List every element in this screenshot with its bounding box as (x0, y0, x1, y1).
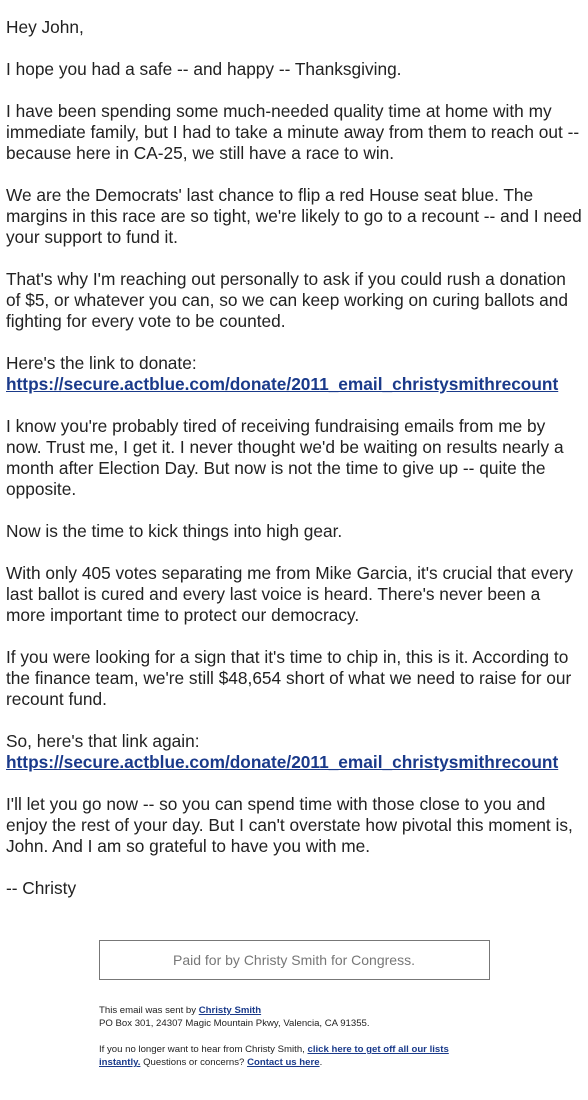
questions-label: Questions or concerns? (140, 1057, 248, 1068)
greeting: Hey John, (6, 17, 84, 37)
donate-intro: Here's the link to donate: (6, 353, 197, 373)
donate-again-paragraph (6, 731, 582, 773)
contact-link[interactable]: Contact us here (247, 1057, 320, 1068)
unsubscribe-link[interactable]: click here to get off all our lists instantly. (99, 1044, 449, 1068)
paragraph: Now is the time to kick things into high gear. (6, 521, 343, 541)
paid-for-disclaimer (99, 940, 490, 980)
disclaimer-text: Paid for by Christy Smith for Congress. (173, 952, 415, 968)
sender-info (99, 1004, 489, 1030)
signoff: -- Christy (6, 878, 77, 898)
unsubscribe-info (99, 1043, 489, 1069)
paragraph: I know you're probably tired of receiving fundraising emails from me by now. Trust me, I get it. I never thought we'd be waiting on results nearly a month after Election Day. But now is not the time to give up -- quite the opposite. (6, 416, 564, 499)
paragraph: With only 405 votes separating me from Mike Garcia, it's crucial that every last ballot is cured and every last voice is heard. There's never been a more important time to protect our democracy. (6, 563, 574, 625)
paragraph: We are the Democrats' last chance to flip a red House seat blue. The margins in this race are so tight, we're likely to go to a recount -- and I need your support to fund it. (6, 185, 582, 247)
donate-link[interactable]: https://secure.actblue.com/donate/2011_email_christysmithrecount (6, 374, 559, 394)
donate-again-link[interactable]: https://secure.actblue.com/donate/2011_email_christysmithrecount (6, 752, 559, 772)
paragraph: That's why I'm reaching out personally to ask if you could rush a donation of $5, or whatever you can, so we can keep working on curing ballots and fighting for every vote to be counted. (6, 269, 568, 331)
sent-by-label: This email was sent by (99, 1005, 199, 1016)
postal-address: PO Box 301, 24307 Magic Mountain Pkwy, Valencia, CA 91355. (99, 1018, 370, 1029)
paragraph: If you were looking for a sign that it's time to chip in, this is it. According to the finance team, we're still $48,654 short of what we need to raise for our recount fund. (6, 647, 572, 709)
unsubscribe-prefix: If you no longer want to hear from Christy Smith, (99, 1044, 308, 1055)
footer-period: . (319, 1057, 323, 1068)
email-footer (99, 1004, 489, 1069)
donate-again-intro: So, here's that link again: (6, 731, 200, 751)
paragraph: I hope you had a safe -- and happy -- Thanksgiving. (6, 59, 402, 79)
paragraph: I have been spending some much-needed quality time at home with my immediate family, but I had to take a minute away from them to reach out -- because here in CA-25, we still have a race to win. (6, 101, 580, 163)
paragraph: I'll let you go now -- so you can spend time with those close to you and enjoy the rest of your day. But I can't overstate how pivotal this moment is, John. And I am so grateful to have you with me. (6, 794, 573, 856)
donate-paragraph (6, 353, 582, 395)
sender-link[interactable]: Christy Smith (198, 1005, 262, 1016)
